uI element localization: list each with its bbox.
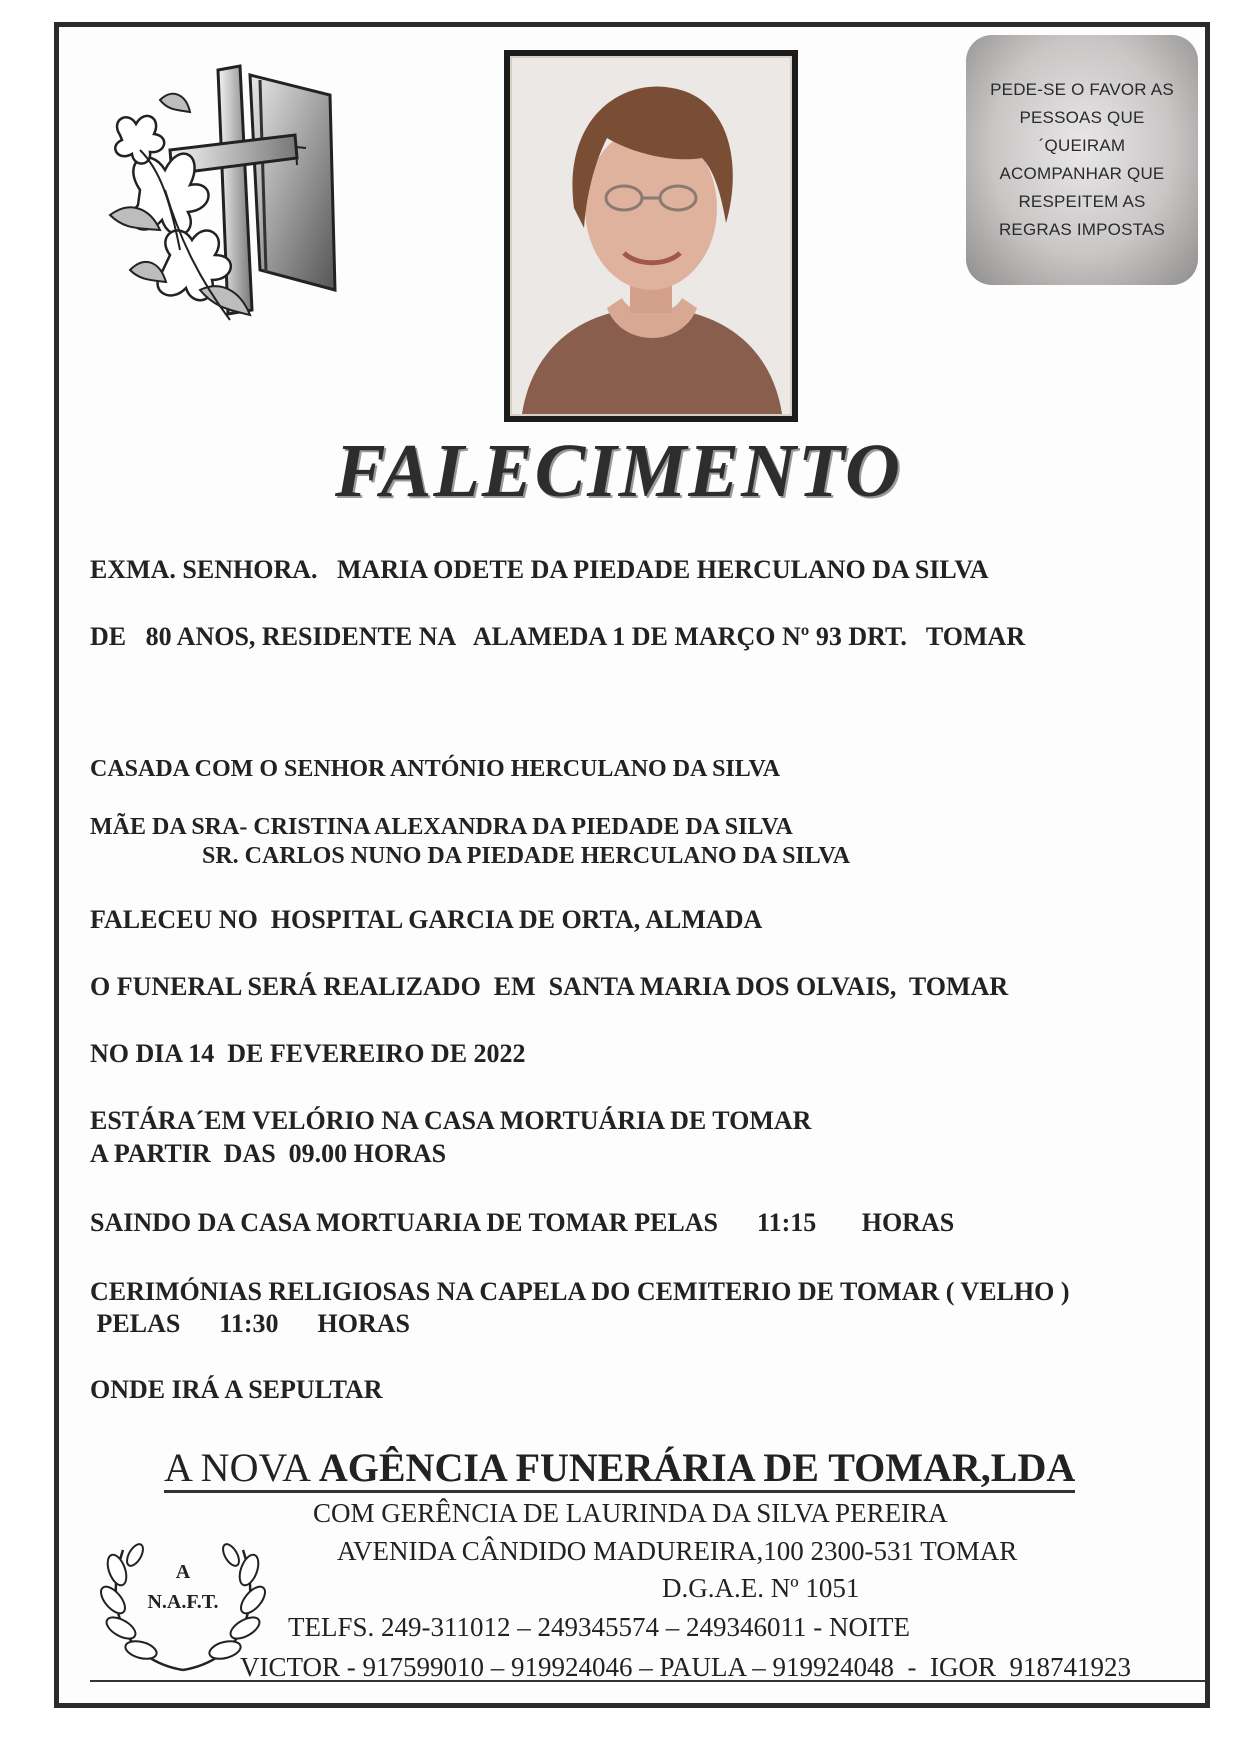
- portrait-frame: [504, 50, 798, 422]
- agency-title-name: AGÊNCIA FUNERÁRIA DE TOMAR,LDA: [318, 1445, 1076, 1490]
- burial-line: ONDE IRÁ A SEPULTAR: [90, 1375, 383, 1404]
- agency-title-prefix: A NOVA: [164, 1445, 319, 1490]
- naft-logo-letter: A: [175, 1561, 191, 1583]
- date-line: NO DIA 14 DE FEVEREIRO DE 2022: [90, 1039, 526, 1068]
- agency-title: [164, 1446, 1075, 1493]
- leaving-line: SAINDO DA CASA MORTUARIA DE TOMAR PELAS 11:15 HORAS: [90, 1208, 955, 1237]
- notice-text: PEDE-SE O FAVOR AS PESSOAS QUE ´QUEIRAM ACOMPANHAR QUE RESPEITEM AS REGRAS IMPOSTAS: [990, 80, 1174, 239]
- children-line-1: MÃE DA SRA- CRISTINA ALEXANDRA DA PIEDADE DA SILVA: [90, 814, 793, 840]
- bottom-rule: [90, 1680, 1205, 1682]
- night-contacts: VICTOR - 917599010 – 919924046 – PAULA – 919924048 - IGOR 918741923: [240, 1652, 1132, 1682]
- deceased-name-line: EXMA. SENHORA. MARIA ODETE DA PIEDADE HERCULANO DA SILVA: [90, 555, 989, 584]
- naft-logo-text: N.A.F.T.: [147, 1591, 219, 1613]
- wake-line-1: ESTÁRA´EM VELÓRIO NA CASA MORTUÁRIA DE TOMAR: [90, 1106, 812, 1135]
- children-line-2: SR. CARLOS NUNO DA PIEDADE HERCULANO DA SILVA: [202, 843, 851, 869]
- notice-box: [966, 35, 1198, 285]
- agency-phones: TELFS. 249-311012 – 249345574 – 249346011 - NOITE: [288, 1612, 910, 1642]
- spouse-line: CASADA COM O SENHOR ANTÓNIO HERCULANO DA SILVA: [90, 756, 781, 782]
- funeral-line: O FUNERAL SERÁ REALIZADO EM SANTA MARIA DOS OLVAIS, TOMAR: [90, 972, 1009, 1001]
- died-line: FALECEU NO HOSPITAL GARCIA DE ORTA, ALMADA: [90, 905, 763, 934]
- wake-line-2: A PARTIR DAS 09.00 HORAS: [90, 1139, 447, 1168]
- agency-management: COM GERÊNCIA DE LAURINDA DA SILVA PEREIRA: [313, 1498, 948, 1528]
- ceremony-line-1: CERIMÓNIAS RELIGIOSAS NA CAPELA DO CEMITERIO DE TOMAR ( VELHO ): [90, 1277, 1070, 1306]
- agency-address: AVENIDA CÂNDIDO MADUREIRA,100 2300-531 TOMAR: [337, 1536, 1018, 1566]
- cross-lilies-emblem-icon: [100, 40, 350, 330]
- portrait-photo: [510, 56, 792, 416]
- age-address-line: DE 80 ANOS, RESIDENTE NA ALAMEDA 1 DE MARÇO Nº 93 DRT. TOMAR: [90, 622, 1026, 651]
- ceremony-line-2: PELAS 11:30 HORAS: [90, 1309, 410, 1338]
- headline: FALECIMENTO: [335, 429, 902, 513]
- agency-dgae: D.G.A.E. Nº 1051: [662, 1573, 860, 1603]
